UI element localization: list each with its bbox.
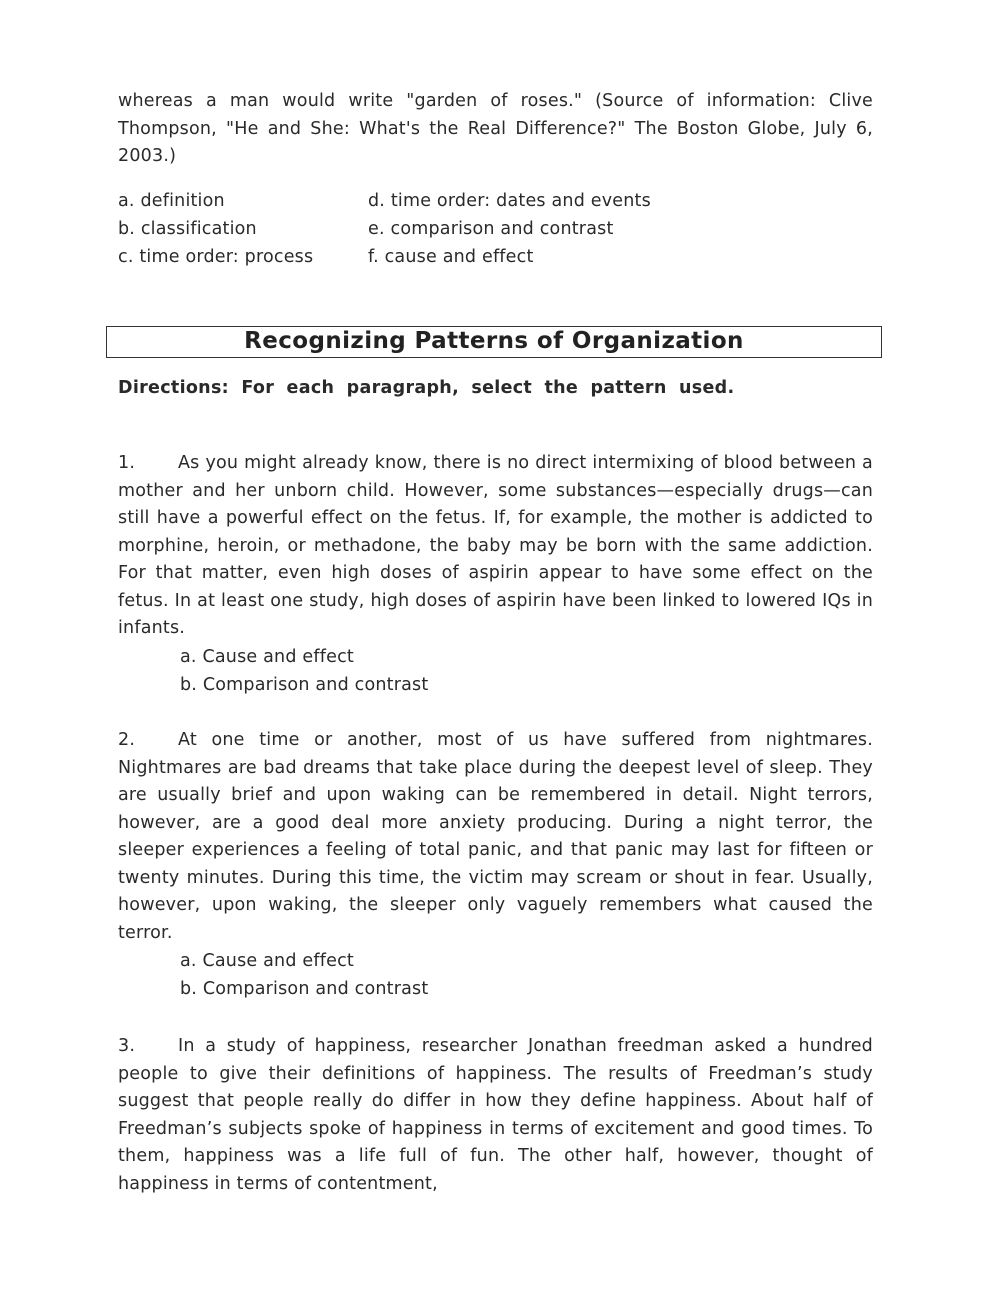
section-header-box [106,326,882,358]
section-title: Recognizing Patterns of Organization [244,328,744,354]
intro-block [118,88,873,271]
question-paragraph [118,450,873,643]
answer-option[interactable]: a. Cause and effect [180,951,354,971]
question-number: 2. [118,730,136,750]
pattern-option: d. time order: dates and events [368,190,651,211]
question-number: 1. [118,453,136,473]
intro-paragraph: whereas a man would write "garden of roses." (Source of information: Clive Thompson, "He and She: What's the Real Difference?" The Boston Globe, July 6, 2003.) [118,91,873,166]
pattern-option: a. definition [118,190,225,211]
question-text: At one time or another, most of us have suffered from nightmares. Nightmares are bad dreams that take place during the deepest level of sleep. They are usually brief and upon waking can be remembered in detail. Night terrors, however, are a good deal more anxiety producing. During a night terror, the sleeper experiences a feeling of total panic, and that panic may last for fifteen or twenty minutes. During this time, the victim may scream or shout in fear. Usually, however, upon waking, the sleeper only vaguely remembers what caused the terror. [118,730,873,943]
directions: Directions: For each paragraph, select the pattern used. [118,378,735,398]
question-3 [118,1033,873,1198]
answer-list [180,947,873,1003]
pattern-option: b. classification [118,218,257,239]
answer-option[interactable]: a. Cause and effect [180,646,354,667]
question-paragraph [118,727,873,947]
answer-option[interactable]: b. Comparison and contrast [180,674,429,695]
pattern-option: c. time order: process [118,246,314,267]
question-text: In a study of happiness, researcher Jonathan freedman asked a hundred people to give their definitions of happiness. The results of Freedman’s study suggest that people really do differ in how they define happiness. About half of Freedman’s subjects spoke of happiness in terms of excitement and good times. To them, happiness was a life full of fun. The other half, however, thought of happiness in terms of contentment, [118,1036,873,1194]
answer-list [180,643,873,699]
question-2 [118,727,873,1003]
answer-option[interactable]: b. Comparison and contrast [180,979,429,999]
pattern-options [118,187,873,271]
pattern-option: f. cause and effect [368,246,534,267]
question-paragraph [118,1033,873,1198]
question-1 [118,450,873,699]
pattern-option: e. comparison and contrast [368,218,614,239]
question-text: As you might already know, there is no direct intermixing of blood between a mother and her unborn child. However, some substances—especially drugs—can still have a powerful effect on the fetus. If, for example, the mother is addicted to morphine, heroin, or methadone, the baby may be born with the same addiction. For that matter, even high doses of aspirin appear to have some effect on the fetus. In at least one study, high doses of aspirin have been linked to lowered IQs in infants. [118,453,873,638]
question-number: 3. [118,1036,136,1056]
